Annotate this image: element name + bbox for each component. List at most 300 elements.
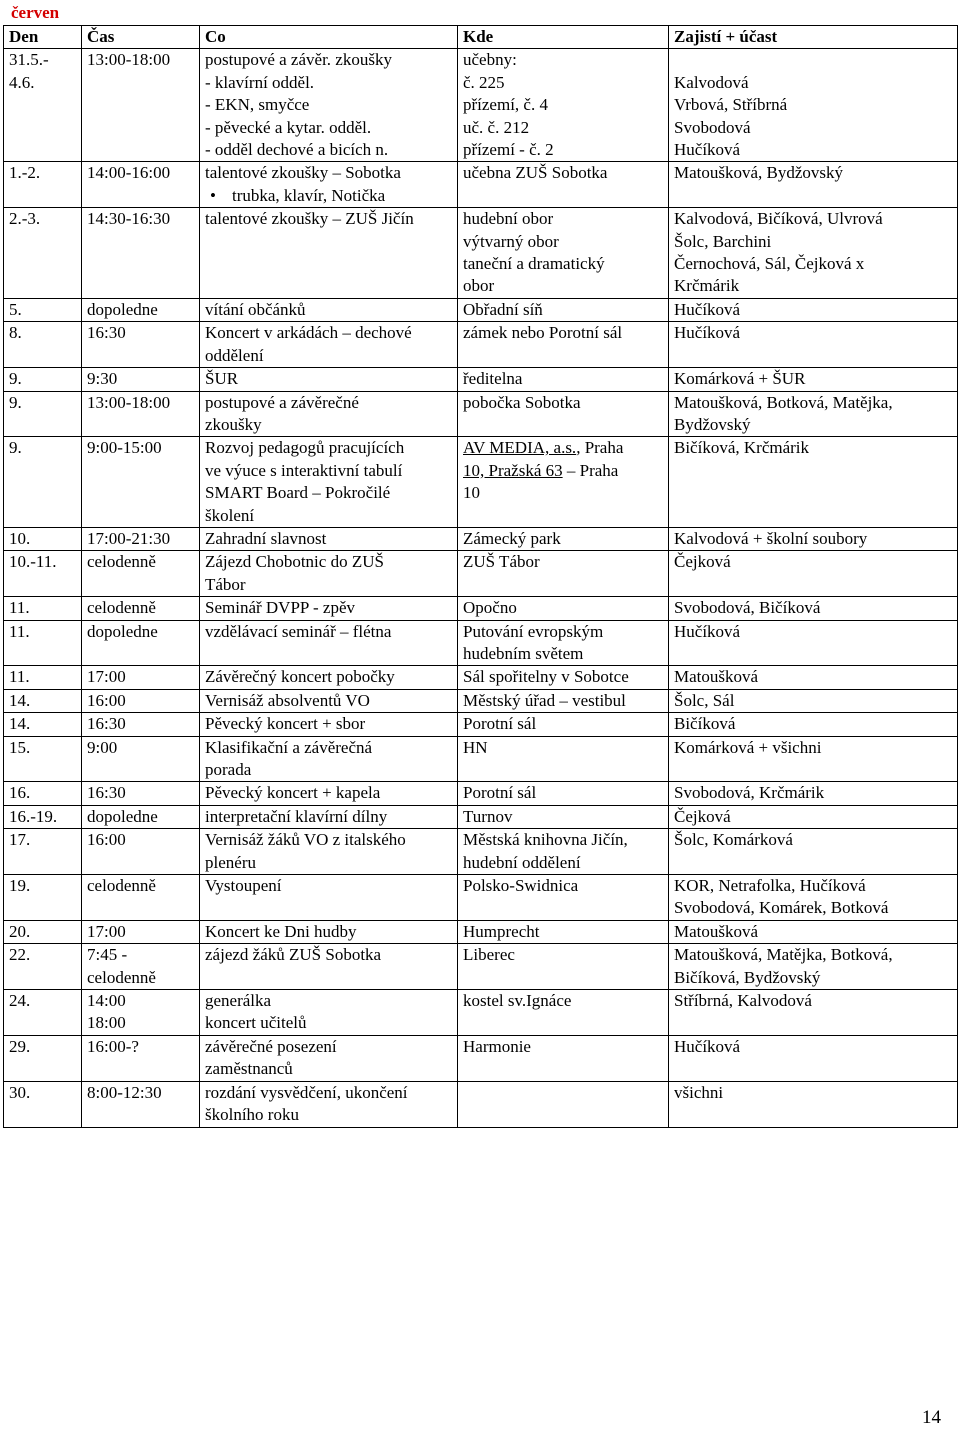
cas-line: 17:00 [87, 667, 126, 687]
cell-kde [458, 689, 669, 712]
cell-zajisti [669, 944, 958, 990]
cas-line: 14:00 [87, 991, 126, 1011]
cell-cas [82, 437, 200, 528]
zajisti-line: Šolc, Sál [674, 690, 735, 710]
cell-zajisti [669, 1081, 958, 1127]
cas-line: dopoledne [87, 806, 158, 826]
cell-cas [82, 298, 200, 321]
cell-co [200, 736, 458, 782]
den-line: 20. [9, 921, 31, 941]
den-line: 29. [9, 1036, 31, 1056]
zajisti-line: Hučíková [674, 1036, 741, 1056]
kde-line: hudebním světem [463, 643, 584, 663]
table-row [4, 920, 958, 943]
cell-co [200, 162, 458, 208]
cas-line: celodenně [87, 876, 156, 896]
cell-zajisti [669, 736, 958, 782]
cell-cas [82, 1081, 200, 1127]
kde-line: uč. č. 212 [463, 117, 530, 137]
kde-line: ředitelna [463, 369, 523, 389]
table-row [4, 437, 958, 528]
co-line: ve výuce s interaktivní tabulí [205, 460, 403, 480]
kde-line: taneční a dramatický [463, 254, 605, 274]
table-row [4, 875, 958, 921]
cell-kde [458, 208, 669, 299]
cell-co [200, 1035, 458, 1081]
cell-zajisti [669, 1035, 958, 1081]
table-row [4, 990, 958, 1036]
co-line: zaměstnanců [205, 1059, 293, 1079]
cell-den [4, 920, 82, 943]
cell-co [200, 875, 458, 921]
co-line: Pěvecký koncert + kapela [205, 783, 381, 803]
cell-kde [458, 298, 669, 321]
cell-co [200, 298, 458, 321]
cell-den [4, 689, 82, 712]
kde-line: Městský úřad – vestibul [463, 690, 626, 710]
kde-line: hudební obor [463, 209, 554, 229]
kde-line: Městská knihovna Jičín, [463, 830, 628, 850]
co-line: Zahradní slavnost [205, 528, 327, 548]
cell-den [4, 298, 82, 321]
cell-den [4, 368, 82, 391]
cell-den [4, 322, 82, 368]
header-den: Den [4, 26, 82, 49]
cas-line: 17:00-21:30 [87, 528, 171, 548]
address-link[interactable]: 10, Pražská 63 [463, 460, 563, 480]
kde-line: Opočno [463, 598, 517, 618]
cell-den [4, 162, 82, 208]
cell-zajisti [669, 597, 958, 620]
kde-line: Zámecký park [463, 528, 561, 548]
co-line: - odděl dechové a bicích n. [205, 140, 389, 160]
cell-co [200, 391, 458, 437]
cas-line: 9:00-15:00 [87, 438, 162, 458]
table-row [4, 49, 958, 162]
cas-line: 14:30-16:30 [87, 209, 171, 229]
cell-kde [458, 437, 669, 528]
cell-zajisti [669, 391, 958, 437]
cell-den [4, 1081, 82, 1127]
co-line: Klasifikační a závěrečná [205, 737, 373, 757]
bullet-item [205, 185, 453, 207]
den-line: 9. [9, 392, 22, 412]
cell-zajisti [669, 920, 958, 943]
cell-den [4, 713, 82, 736]
cell-co [200, 944, 458, 990]
co-line: generálka [205, 991, 272, 1011]
address-line [463, 460, 664, 482]
zajisti-line: Hučíková [674, 323, 741, 343]
co-line: koncert učitelů [205, 1013, 307, 1033]
table-row [4, 1035, 958, 1081]
cell-den [4, 437, 82, 528]
zajisti-line: Svobodová, Bičíková [674, 598, 821, 618]
kde-line: Humprecht [463, 921, 540, 941]
cell-cas [82, 736, 200, 782]
cell-zajisti [669, 713, 958, 736]
cell-co [200, 805, 458, 828]
zajisti-line: Svobodová, Komárek, Botková [674, 898, 889, 918]
cell-kde [458, 920, 669, 943]
table-row [4, 713, 958, 736]
cell-cas [82, 689, 200, 712]
kde-line: Obřadní síň [463, 299, 543, 319]
cell-kde [458, 944, 669, 990]
table-row [4, 162, 958, 208]
bullet-icon: • [210, 185, 216, 205]
table-row [4, 736, 958, 782]
cell-zajisti [669, 368, 958, 391]
zajisti-line: Čejková [674, 806, 731, 826]
kde-line: přízemí, č. 4 [463, 95, 548, 115]
cell-co [200, 368, 458, 391]
cell-den [4, 597, 82, 620]
co-line: Rozvoj pedagogů pracujících [205, 438, 405, 458]
kde-line: pobočka Sobotka [463, 392, 581, 412]
table-row [4, 689, 958, 712]
cell-den [4, 551, 82, 597]
cell-kde [458, 322, 669, 368]
cell-kde [458, 829, 669, 875]
address-link[interactable]: AV MEDIA, a.s. [463, 438, 577, 458]
cell-cas [82, 162, 200, 208]
cell-zajisti [669, 208, 958, 299]
den-line: 5. [9, 299, 22, 319]
zajisti-line: Hučíková [674, 140, 741, 160]
address-text: , Praha [576, 438, 624, 458]
cell-den [4, 49, 82, 162]
co-line: plenéru [205, 852, 256, 872]
cell-kde [458, 49, 669, 162]
cell-zajisti [669, 551, 958, 597]
zajisti-line: všichni [674, 1082, 724, 1102]
table-row [4, 944, 958, 990]
co-line: - EKN, smyčce [205, 95, 310, 115]
cell-cas [82, 920, 200, 943]
zajisti-line: KOR, Netrafolka, Hučíková [674, 876, 866, 896]
co-line: Koncert ke Dni hudby [205, 921, 357, 941]
cell-cas [82, 527, 200, 550]
cell-den [4, 666, 82, 689]
cell-co [200, 782, 458, 805]
cell-cas [82, 322, 200, 368]
den-line: 24. [9, 991, 31, 1011]
cell-cas [82, 782, 200, 805]
co-line: školení [205, 505, 255, 525]
cell-cas [82, 1035, 200, 1081]
address-line [463, 437, 664, 459]
cas-line: 8:00-12:30 [87, 1082, 162, 1102]
table-row [4, 666, 958, 689]
cell-co [200, 551, 458, 597]
den-line: 16. [9, 783, 31, 803]
table-row [4, 829, 958, 875]
cas-line: 13:00-18:00 [87, 50, 171, 70]
zajisti-line: Matoušková, Bydžovský [674, 163, 844, 183]
zajisti-line: Kalvodová [674, 72, 749, 92]
table-row [4, 298, 958, 321]
cell-co [200, 322, 458, 368]
bullet-text: trubka, klavír, Notička [232, 185, 386, 205]
table-row [4, 1081, 958, 1127]
den-line: 11. [9, 667, 30, 687]
cell-cas [82, 368, 200, 391]
co-line: závěrečné posezení [205, 1036, 337, 1056]
cell-cas [82, 829, 200, 875]
cell-den [4, 829, 82, 875]
cell-co [200, 527, 458, 550]
zajisti-line: Bičíková [674, 714, 736, 734]
cell-zajisti [669, 620, 958, 666]
kde-line: Sál spořitelny v Sobotce [463, 667, 629, 687]
cell-zajisti [669, 322, 958, 368]
cell-kde [458, 1035, 669, 1081]
table-row [4, 620, 958, 666]
den-line: 14. [9, 690, 31, 710]
cas-line: dopoledne [87, 621, 158, 641]
cas-line: 16:30 [87, 714, 126, 734]
cell-zajisti [669, 990, 958, 1036]
cell-kde [458, 805, 669, 828]
co-line: ŠUR [205, 369, 239, 389]
den-line: 1.-2. [9, 163, 41, 183]
kde-line: kostel sv.Ignáce [463, 991, 572, 1011]
zajisti-line: Komárková + ŠUR [674, 369, 806, 389]
cas-line: celodenně [87, 598, 156, 618]
zajisti-line: Hučíková [674, 299, 741, 319]
den-line: 31.5.- [9, 50, 49, 70]
kde-line: Porotní sál [463, 714, 537, 734]
cell-zajisti [669, 437, 958, 528]
den-line: 22. [9, 945, 31, 965]
cell-zajisti [669, 829, 958, 875]
cas-line: 14:00-16:00 [87, 163, 171, 183]
co-line: Závěrečný koncert pobočky [205, 667, 395, 687]
cell-den [4, 1035, 82, 1081]
cell-kde [458, 713, 669, 736]
den-line: 9. [9, 438, 22, 458]
cell-den [4, 208, 82, 299]
cell-den [4, 805, 82, 828]
cell-cas [82, 944, 200, 990]
kde-line: Turnov [463, 806, 513, 826]
cell-co [200, 713, 458, 736]
kde-line: učebna ZUŠ Sobotka [463, 163, 608, 183]
co-line: interpretační klavírní dílny [205, 806, 388, 826]
cell-kde [458, 368, 669, 391]
cell-co [200, 920, 458, 943]
table-header-row [4, 26, 958, 49]
zajisti-line: Bičíková, Bydžovský [674, 967, 821, 987]
cas-line: 17:00 [87, 921, 126, 941]
den-line: 17. [9, 830, 31, 850]
zajisti-line: Matoušková [674, 921, 759, 941]
schedule-body [4, 49, 958, 1127]
co-line: Vernisáž absolventů VO [205, 690, 370, 710]
co-line: rozdání vysvědčení, ukončení [205, 1082, 408, 1102]
co-line: postupové a závěr. zkoušky [205, 50, 392, 70]
cell-cas [82, 805, 200, 828]
zajisti-line: Komárková + všichni [674, 737, 822, 757]
zajisti-line: Krčmárik [674, 276, 740, 296]
kde-line: výtvarný obor [463, 231, 559, 251]
cell-cas [82, 551, 200, 597]
table-row [4, 805, 958, 828]
cas-line: 9:00 [87, 737, 118, 757]
co-line: Seminář DVPP - zpěv [205, 598, 355, 618]
co-line: Vystoupení [205, 876, 282, 896]
den-line: 9. [9, 369, 22, 389]
zajisti-line: Kalvodová, Bičíková, Ulvrová [674, 209, 883, 229]
cell-co [200, 1081, 458, 1127]
header-co: Co [200, 26, 458, 49]
kde-line: Liberec [463, 945, 515, 965]
kde-line: učebny: [463, 50, 517, 70]
den-line: 4.6. [9, 72, 35, 92]
cas-line: 7:45 - [87, 945, 128, 965]
co-line: školního roku [205, 1105, 299, 1125]
header-kde: Kde [458, 26, 669, 49]
table-row [4, 527, 958, 550]
cell-kde [458, 162, 669, 208]
zajisti-line: Šolc, Barchini [674, 231, 772, 251]
cell-co [200, 597, 458, 620]
cell-cas [82, 620, 200, 666]
den-line: 15. [9, 737, 31, 757]
kde-line: zámek nebo Porotní sál [463, 323, 623, 343]
zajisti-line: Bydžovský [674, 414, 751, 434]
cell-kde [458, 391, 669, 437]
cell-co [200, 620, 458, 666]
cas-line: 16:00 [87, 690, 126, 710]
co-line: Koncert v arkádách – dechové [205, 323, 412, 343]
kde-line: hudební oddělení [463, 852, 581, 872]
cas-line: dopoledne [87, 299, 158, 319]
cell-cas [82, 391, 200, 437]
den-line: 10.-11. [9, 552, 57, 572]
cell-zajisti [669, 298, 958, 321]
kde-line [463, 1082, 664, 1104]
cell-cas [82, 666, 200, 689]
cell-kde [458, 551, 669, 597]
co-line: SMART Board – Pokročilé [205, 483, 391, 503]
table-row [4, 597, 958, 620]
cell-cas [82, 990, 200, 1036]
cell-kde [458, 990, 669, 1036]
month-heading: červen [11, 3, 60, 22]
co-line: - pěvecké a kytar. odděl. [205, 117, 372, 137]
co-line: vzdělávací seminář – flétna [205, 621, 392, 641]
den-line: 11. [9, 621, 30, 641]
co-line: Vernisáž žáků VO z italského [205, 830, 406, 850]
address-line: 10 [463, 483, 480, 503]
cas-line: celodenně [87, 967, 156, 987]
den-line: 8. [9, 323, 22, 343]
zajisti-line: Kalvodová + školní soubory [674, 528, 868, 548]
zajisti-line: Matoušková, Matějka, Botková, [674, 945, 893, 965]
table-row [4, 391, 958, 437]
cell-den [4, 990, 82, 1036]
cell-kde [458, 597, 669, 620]
cell-co [200, 990, 458, 1036]
zajisti-line [674, 49, 953, 71]
cell-zajisti [669, 689, 958, 712]
zajisti-line: Stříbrná, Kalvodová [674, 991, 812, 1011]
co-line: - klavírní odděl. [205, 72, 315, 92]
cell-kde [458, 736, 669, 782]
cell-zajisti [669, 527, 958, 550]
cas-line: 18:00 [87, 1013, 126, 1033]
cell-den [4, 944, 82, 990]
cell-cas [82, 49, 200, 162]
zajisti-line: Svobodová, Krčmárik [674, 783, 825, 803]
den-line: 30. [9, 1082, 31, 1102]
den-line: 19. [9, 876, 31, 896]
co-line: talentové zkoušky – ZUŠ Jičín [205, 209, 414, 229]
den-line: 11. [9, 598, 30, 618]
co-line: oddělení [205, 345, 264, 365]
cas-line: 16:00 [87, 830, 126, 850]
kde-line: Putování evropským [463, 621, 604, 641]
cell-co [200, 49, 458, 162]
kde-line: HN [463, 737, 488, 757]
cell-den [4, 875, 82, 921]
co-line: vítání občánků [205, 299, 306, 319]
co-line: postupové a závěrečné [205, 392, 359, 412]
table-row [4, 322, 958, 368]
zajisti-line: Matoušková, Botková, Matějka, [674, 392, 893, 412]
cell-den [4, 527, 82, 550]
kde-line: Polsko-Swidnica [463, 876, 579, 896]
kde-line: č. 225 [463, 72, 505, 92]
cell-kde [458, 527, 669, 550]
cell-kde [458, 620, 669, 666]
page-number: 14 [922, 1407, 941, 1428]
cell-den [4, 736, 82, 782]
zajisti-line: Černochová, Sál, Čejková x [674, 254, 865, 274]
co-line: Pěvecký koncert + sbor [205, 714, 366, 734]
co-line: zájezd žáků ZUŠ Sobotka [205, 945, 382, 965]
cas-line: celodenně [87, 552, 156, 572]
kde-line: Harmonie [463, 1036, 531, 1056]
cell-zajisti [669, 782, 958, 805]
kde-line: ZUŠ Tábor [463, 552, 540, 572]
cas-line: 16:30 [87, 783, 126, 803]
address-text: – Praha [562, 460, 619, 480]
cell-cas [82, 597, 200, 620]
cell-zajisti [669, 805, 958, 828]
table-row [4, 551, 958, 597]
cell-co [200, 208, 458, 299]
den-line: 16.-19. [9, 806, 58, 826]
kde-line: přízemí - č. 2 [463, 140, 554, 160]
co-line: porada [205, 760, 252, 779]
cell-co [200, 666, 458, 689]
cas-line: 16:30 [87, 323, 126, 343]
zajisti-line: Vrbová, Stříbrná [674, 95, 788, 115]
cell-den [4, 391, 82, 437]
zajisti-line: Svobodová [674, 117, 751, 137]
cell-co [200, 437, 458, 528]
cell-zajisti [669, 162, 958, 208]
cell-co [200, 689, 458, 712]
zajisti-line: Šolc, Komárková [674, 830, 793, 850]
cell-cas [82, 875, 200, 921]
co-line: Zájezd Chobotnic do ZUŠ [205, 552, 384, 572]
header-zajisti: Zajistí + účast [669, 26, 958, 49]
cas-line: 13:00-18:00 [87, 392, 171, 412]
